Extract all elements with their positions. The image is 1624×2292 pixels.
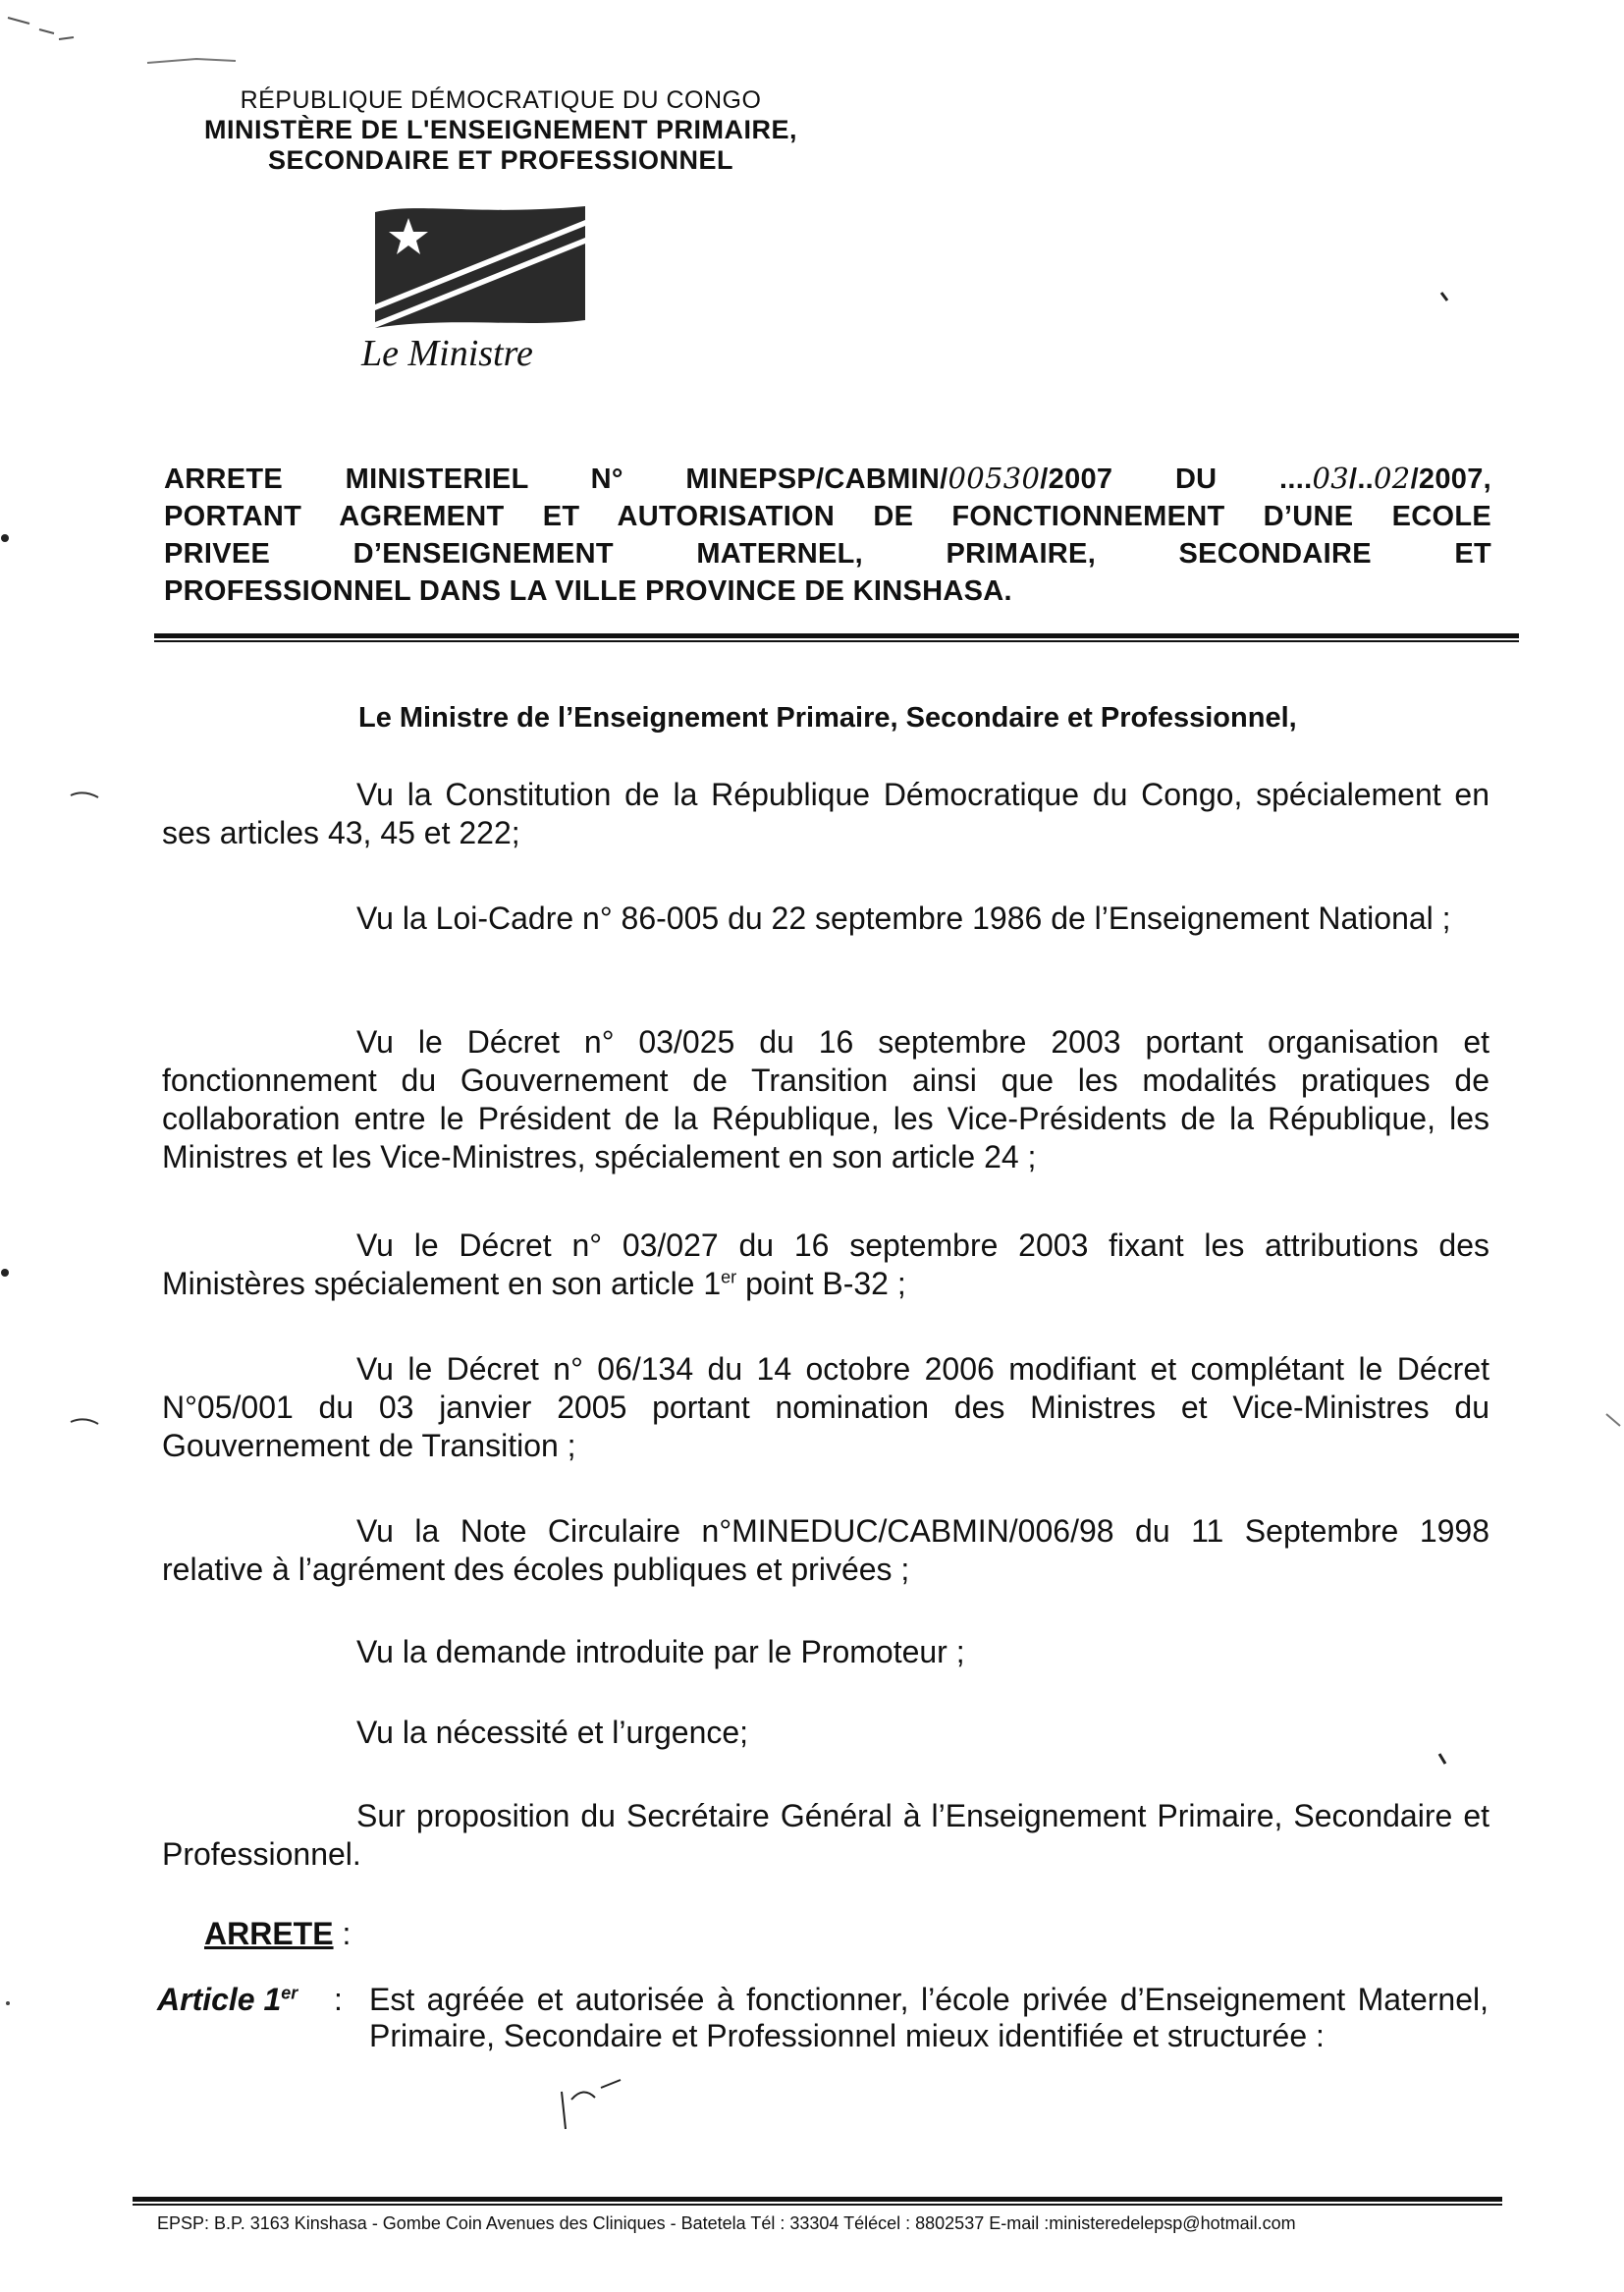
footer-divider [133,2197,1502,2202]
title-divider [154,633,1519,638]
letterhead [187,86,815,176]
vu-decret-03-025: Vu le Décret n° 03/025 du 16 septembre 2003 portant organisation et fonctionnement du Gouvernement de Transition ainsi que les modalités pratiques de collaboration entre le Président de la République, les Vice-Présidents de la République, les Ministres et les Vice-Ministres, spécialement en son article 24 ; [162,1024,1489,1174]
signatory-title: Le Ministre [361,333,533,374]
vu-demande: Vu la demande introduite par le Promoteur ; [356,1634,965,1669]
vu-decret-03-027: Vu le Décret n° 03/027 du 16 septembre 2003 fixant les attributions des Ministères spécialement en son article 1er point B-32 ; [162,1228,1489,1301]
handwritten-number: 00530 [947,462,1041,495]
handwritten-month: 02 [1374,462,1411,495]
ministry-name-line1: MINISTÈRE DE L'ENSEIGNEMENT PRIMAIRE, [204,115,797,144]
vu-constitution: Vu la Constitution de la République Démocratique du Congo, spécialement en ses articles 43, 45 et 222; [162,777,1489,850]
title-line-4: PROFESSIONNEL DANS LA VILLE PROVINCE DE KINSHASA. [164,575,1012,607]
minister-heading: Le Ministre de l’Enseignement Primaire, Secondaire et Professionnel, [358,702,1297,734]
title-line-1: ARRETE MINISTERIEL N° MINEPSP/CABMIN/00530/2007 DU ....03/..02/2007, [164,462,1491,495]
drc-flag-icon [371,198,589,332]
title-line-3: PRIVEE D’ENSEIGNEMENT MATERNEL, PRIMAIRE, SECONDAIRE ET [164,538,1491,570]
handwritten-day: 03 [1312,462,1349,495]
title-line-2: PORTANT AGREMENT ET AUTORISATION DE FONCTIONNEMENT D’UNE ECOLE [164,501,1491,532]
article-1-text: Est agréée et autorisée à fonctionner, l’école privée d’Enseignement Maternel, Primaire, Secondaire et Professionnel mieux identifiée et structurée : [369,1982,1489,2053]
ministry-name-line2: SECONDAIRE ET PROFESSIONNEL [267,145,734,175]
article-1-label: Article 1er [157,1982,298,2017]
document-page: RÉPUBLIQUE DÉMOCRATIQUE DU CONGO MINISTÈRE DE L'ENSEIGNEMENT PRIMAIRE, SECONDAIRE ET PROFESSIONNEL Le Ministre ARRETE MINISTERIEL N° MINEPSP/CABMIN/00530/2007 DU ....03/..02/2007, PORTANT AGREMENT ET AUTORISATION DE FONCTIONNEMENT D’UNE ECOLE PRIVEE D’ENSEIGNEMENT MATERNEL, PRIMAIRE, SECONDAIRE ET PROFESSIONNEL DANS LA VILLE PROVINCE DE KINSHASA. Le Ministre de l’Enseignement Primaire, Secondaire et Professionnel, Vu la Constitution de la République Démocratique du Congo, spécialement en ses articles 43, 45 et 222; Vu la Loi-Cadre n° 86-005 du 22 septembre 1986 de l’Enseignement National ; Vu le Décret n° 03/025 du 16 septembre 2003 portant organisation et fonctionnement du Gouvernement de Transition ainsi que les modalités pratiques de collaboration entre le Président de la République, les Vice-Présidents de la République, les Ministres et les Vice-Ministres, spécialement en son article 24 ; Vu le Décret n° 03/027 du 16 septembre 2003 fixant les attributions des Ministères spécialement en son article 1er point B-32 ; Vu le Décret n° 06/134 du 14 octobre 2006 modifiant et complétant le Décret N°05/001 du 03 janvier 2005 portant nomination des Ministres et Vice-Ministres du Gouvernement de Transition ; Vu la Note Circulaire n°MINEDUC/CABMIN/006/98 du 11 Septembre 1998 relative à l’agrément des écoles publiques et privées ; Vu la demande introduite par le Promoteur ; Vu la nécessité et l’urgence; Sur proposition du Secrétaire Général à l’Enseignement Primaire, Secondaire et Professionnel. ARRETE : Article 1er : Est agréée et autorisée à fonctionner, l’école privée d’Enseignement Maternel, Primaire, Secondaire et Professionnel mieux identifiée et structurée : EPSP: B.P. 3163 Kinshasa - Gombe Coin Avenues des Cliniques - Batetela Tél : 33304 Télécel : 8802537 E-mail :ministeredelepsp@hotmail.com [0,0,1624,2292]
vu-note-circulaire: Vu la Note Circulaire n°MINEDUC/CABMIN/006/98 du 11 Septembre 1998 relative à l’agrément des écoles publiques et privées ; [162,1513,1489,1587]
country-name: RÉPUBLIQUE DÉMOCRATIQUE DU CONGO [240,86,762,114]
vu-necessite: Vu la nécessité et l’urgence; [356,1715,749,1750]
vu-loi-cadre: Vu la Loi-Cadre n° 86-005 du 22 septembre 1986 de l’Enseignement National ; [356,900,1451,936]
vu-decret-06-134: Vu le Décret n° 06/134 du 14 octobre 2006 modifiant et complétant le Décret N°05/001 du 03 janvier 2005 portant nomination des Ministres et Vice-Ministres du Gouvernement de Transition ; [162,1351,1489,1463]
sur-proposition: Sur proposition du Secrétaire Général à l’Enseignement Primaire, Secondaire et Professionnel. [162,1798,1489,1872]
footer-address: EPSP: B.P. 3163 Kinshasa - Gombe Coin Avenues des Cliniques - Batetela Tél : 33304 Télécel : 8802537 E-mail :ministeredelepsp@hotmail.com [157,2213,1296,2233]
arrete-heading: ARRETE : [204,1916,352,1951]
footer-divider-thin [133,2204,1502,2206]
title-divider-thin [154,640,1519,642]
decree-title [164,460,1491,610]
